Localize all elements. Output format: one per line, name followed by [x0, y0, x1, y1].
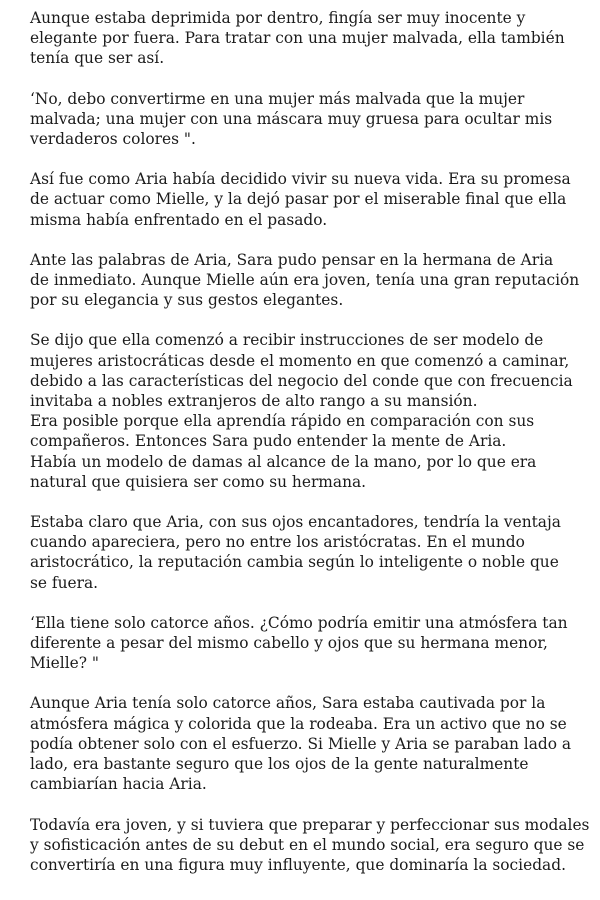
text-line: Aunque Aria tenía solo catorce años, Sara estaba cautivada por la — [30, 694, 546, 713]
text-line: diferente a pesar del mismo cabello y ojos que su hermana menor, — [30, 634, 548, 653]
text-line: elegante por fuera. Para tratar con una mujer malvada, ella también — [30, 29, 565, 48]
text-line: de inmediato. Aunque Mielle aún era joven, tenía una gran reputación — [30, 271, 580, 290]
text-line: ‘Ella tiene solo catorce años. ¿Cómo podría emitir una atmósfera tan — [30, 613, 568, 632]
text-line: y sofisticación antes de su debut en el mundo social, era seguro que se — [30, 835, 585, 854]
paragraph-6 — [30, 512, 584, 593]
text-line: se fuera. — [30, 573, 99, 592]
text-line: debido a las características del negocio del conde que con frecuencia — [30, 371, 573, 390]
text-line: Aunque estaba deprimida por dentro, fingía ser muy inocente y — [30, 9, 526, 27]
text-line: atmósfera mágica y colorida que la rodeaba. Era un activo que no se — [30, 714, 567, 733]
paragraph-9 — [30, 815, 590, 876]
text-line: convertiría en una figura muy influyente, que dominaría la sociedad. — [30, 855, 566, 874]
text-line: Se dijo que ella comenzó a recibir instrucciones de ser modelo de — [30, 331, 544, 350]
text-line: cambiarían hacia Aria. — [30, 775, 207, 794]
text-line: verdaderos colores ". — [30, 130, 196, 149]
paragraph-3 — [30, 169, 584, 230]
paragraph-2 — [30, 89, 584, 150]
text-line: ‘No, debo convertirme en una mujer más malvada que la mujer — [30, 89, 525, 108]
text-line: malvada; una mujer con una máscara muy gruesa para ocultar mis — [30, 109, 553, 128]
text-line: Ante las palabras de Aria, Sara pudo pensar en la hermana de Aria — [30, 250, 554, 269]
text-line: aristocrático, la reputación cambia según lo inteligente o noble que — [30, 553, 559, 572]
text-line: Había un modelo de damas al alcance de la mano, por lo que era — [30, 452, 537, 471]
text-line: por su elegancia y sus gestos elegantes. — [30, 291, 344, 310]
paragraph-4 — [30, 250, 584, 311]
text-line: mujeres aristocráticas desde el momento en que comenzó a caminar, — [30, 351, 570, 370]
text-line: lado, era bastante seguro que los ojos de la gente naturalmente — [30, 755, 529, 774]
text-line: Así fue como Aria había decidido vivir su nueva vida. Era su promesa — [30, 170, 571, 189]
text-line: Estaba claro que Aria, con sus ojos encantadores, tendría la ventaja — [30, 513, 561, 532]
text-line: tenía que ser así. — [30, 49, 165, 68]
text-line: cuando apareciera, pero no entre los aristócratas. En el mundo — [30, 533, 525, 552]
text-line: Mielle? " — [30, 654, 99, 673]
paragraph-5 — [30, 330, 584, 492]
text-line: Todavía era joven, y si tuviera que preparar y perfeccionar sus modales — [30, 815, 590, 834]
paragraph-7 — [30, 613, 584, 674]
text-line: Era posible porque ella aprendía rápido en comparación con sus — [30, 412, 535, 431]
paragraph-8 — [30, 693, 584, 794]
text-line: compañeros. Entonces Sara pudo entender la mente de Aria. — [30, 432, 507, 451]
text-line: podía obtener solo con el esfuerzo. Si Mielle y Aria se paraban lado a — [30, 734, 572, 753]
text-line: natural que quisiera ser como su hermana. — [30, 472, 367, 491]
text-line: de actuar como Mielle, y la dejó pasar por el miserable final que ella — [30, 190, 567, 209]
text-line: invitaba a nobles extranjeros de alto rango a su mansión. — [30, 392, 478, 411]
text-line: misma había enfrentado en el pasado. — [30, 210, 328, 229]
paragraph-1 — [30, 8, 584, 69]
